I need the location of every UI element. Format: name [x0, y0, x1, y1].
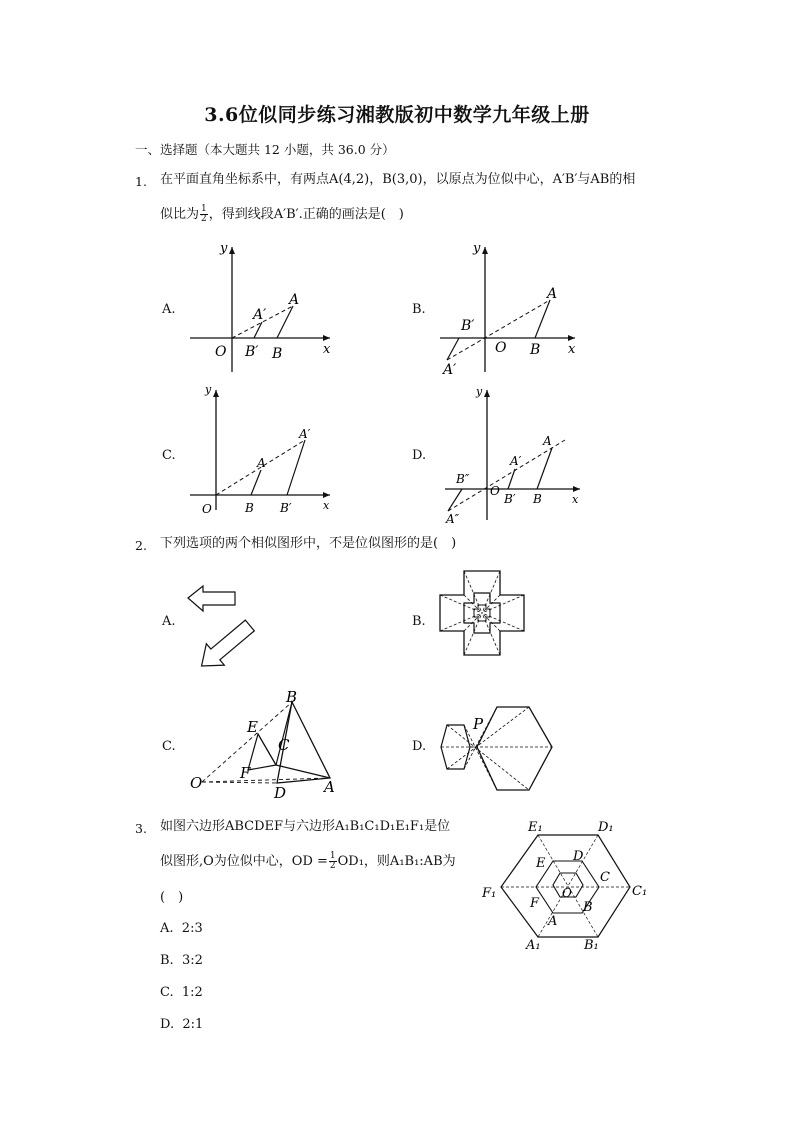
q1-line2-pre: 似比为	[160, 207, 200, 222]
svg-text:B: B	[583, 900, 593, 915]
svg-text:O: O	[190, 774, 203, 792]
q1-figure-a	[185, 242, 335, 377]
svg-text:A: A	[257, 456, 266, 470]
svg-text:A: A	[324, 778, 335, 796]
q2-figure-d-hexagons	[437, 702, 557, 797]
svg-text:B: B	[245, 501, 254, 515]
svg-text:B′: B′	[280, 501, 292, 515]
q3-figure-hexagons	[478, 815, 663, 955]
q1-line1: 在平面直角坐标系中，有两点A(4,2)，B(3,0)，以原点为位似中心，A′B′与AB的相	[160, 172, 636, 187]
svg-text:B: B	[530, 342, 541, 358]
q3-line2	[160, 852, 456, 871]
q1-option-b[interactable]: B.	[412, 302, 426, 317]
q1-option-a[interactable]: A.	[162, 302, 176, 317]
svg-text:O: O	[490, 484, 500, 498]
svg-text:D: D	[274, 784, 287, 802]
q2-figure-b-crosses	[437, 568, 529, 660]
q1-figure-c	[185, 385, 335, 520]
q3-frac-den: 2	[329, 861, 336, 871]
svg-text:O: O	[215, 344, 227, 360]
svg-text:B: B	[533, 492, 542, 506]
q1-option-d[interactable]: D.	[412, 448, 427, 463]
svg-text:F: F	[240, 764, 251, 782]
q1-figure-d	[440, 385, 585, 525]
svg-text:B: B	[272, 346, 283, 362]
svg-text:y: y	[476, 385, 483, 398]
svg-text:x: x	[572, 493, 579, 506]
q1-frac-num: 1	[201, 204, 207, 214]
svg-text:B′: B′	[461, 318, 475, 334]
svg-text:x: x	[323, 342, 331, 357]
svg-text:A′: A′	[299, 427, 311, 441]
svg-text:C: C	[600, 870, 610, 885]
q3-option-b[interactable]: B. 3:2	[160, 953, 203, 968]
svg-text:y: y	[205, 383, 212, 396]
q3-line3: ( )	[160, 890, 184, 905]
svg-text:A″: A″	[446, 512, 460, 526]
svg-text:B₁: B₁	[584, 938, 599, 953]
svg-text:B′: B′	[504, 492, 516, 506]
svg-text:A: A	[543, 434, 552, 448]
q3-option-a[interactable]: A. 2:3	[160, 921, 203, 936]
svg-text:A′: A′	[253, 307, 267, 323]
q2-option-b[interactable]: B.	[412, 614, 426, 629]
q2-figure-c-triangles	[188, 690, 343, 802]
svg-text:A₁: A₁	[526, 938, 541, 953]
svg-text:O: O	[495, 340, 507, 356]
svg-text:B″: B″	[456, 472, 470, 486]
q1-line2-post: ，得到线段A′B′.正确的画法是( )	[208, 207, 404, 222]
svg-text:B′: B′	[245, 344, 259, 360]
q3-line2-post: OD₁，则A₁B₁:AB为	[337, 854, 456, 869]
svg-text:B: B	[286, 688, 298, 706]
svg-text:D₁: D₁	[598, 820, 614, 835]
q3-line2-pre: 似图形,O为位似中心，OD =	[160, 854, 328, 869]
svg-text:A: A	[547, 286, 558, 302]
svg-text:F: F	[530, 896, 540, 911]
svg-text:E₁: E₁	[528, 820, 543, 835]
section-heading: 一、选择题（本大题共 12 小题，共 36.0 分）	[135, 142, 395, 157]
svg-text:A′: A′	[443, 362, 457, 378]
svg-text:C: C	[278, 736, 290, 754]
q1-option-c[interactable]: C.	[162, 448, 176, 463]
svg-text:A: A	[289, 292, 300, 308]
svg-text:A: A	[548, 914, 558, 929]
svg-text:E: E	[247, 718, 258, 736]
q1-fraction	[200, 205, 208, 224]
svg-text:E: E	[536, 856, 546, 871]
page-title: 3.6位似同步练习湘教版初中数学九年级上册	[204, 104, 590, 126]
svg-text:x: x	[323, 499, 330, 512]
q2-number: 2.	[135, 538, 147, 553]
q3-option-d[interactable]: D. 2:1	[160, 1017, 204, 1032]
svg-text:C₁: C₁	[632, 884, 648, 899]
q1-figure-b	[435, 242, 585, 377]
q2-option-c[interactable]: C.	[162, 739, 176, 754]
q3-option-c[interactable]: C. 1:2	[160, 985, 203, 1000]
q3-fraction	[329, 852, 337, 871]
svg-text:D: D	[573, 849, 584, 864]
q1-number: 1.	[135, 174, 147, 189]
q1-frac-den: 2	[201, 214, 207, 224]
q2-option-d[interactable]: D.	[412, 739, 427, 754]
svg-text:A′: A′	[510, 454, 522, 468]
q1-line2	[160, 205, 404, 224]
label-y: y	[220, 241, 228, 256]
q2-figure-a-arrows	[185, 578, 275, 673]
q2-option-a[interactable]: A.	[162, 614, 176, 629]
svg-text:O: O	[562, 886, 572, 900]
q3-number: 3.	[135, 821, 147, 836]
svg-text:F₁: F₁	[482, 886, 497, 901]
svg-text:y: y	[473, 241, 481, 256]
q2-text: 下列选项的两个相似图形中，不是位似图形的是( )	[160, 536, 457, 551]
q3-line1: 如图六边形ABCDEF与六边形A₁B₁C₁D₁E₁F₁是位	[160, 819, 451, 834]
svg-text:x: x	[568, 342, 576, 357]
q3-frac-num: 1	[329, 851, 336, 861]
svg-text:P: P	[473, 715, 484, 733]
svg-text:O: O	[202, 502, 212, 516]
